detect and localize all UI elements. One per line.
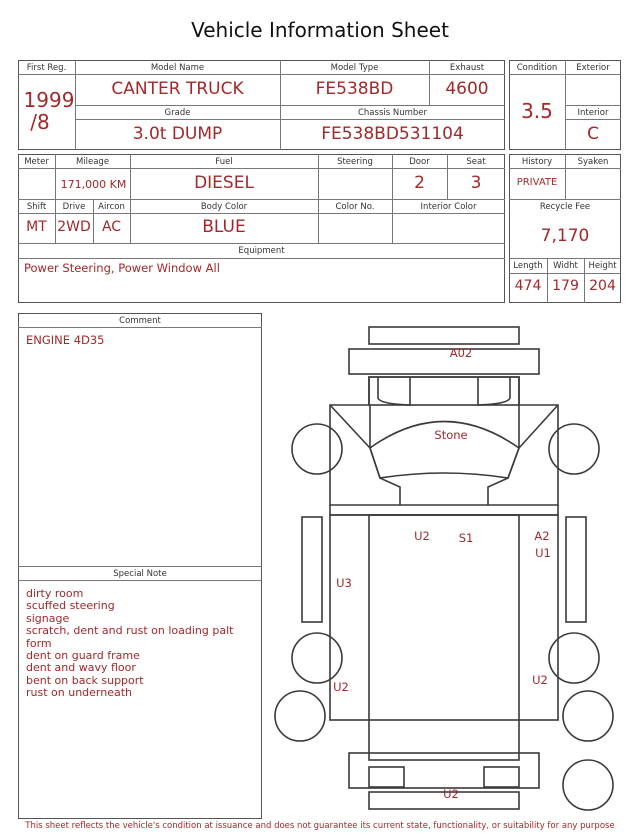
special-note-item: signage [26,611,70,625]
mark-left-bed-side: U3 [336,576,352,590]
door-value: 2 [414,173,425,193]
width-value: 179 [552,278,579,294]
mileage-value: 171,000 KM [60,178,127,191]
special-note-item: dirty room [26,587,84,600]
grade-value: 3.0t DUMP [132,124,223,144]
mark-cab-rear-right-bottom: U1 [535,546,551,560]
shift-label: Shift [26,202,47,212]
fuel-value: DIESEL [194,173,254,193]
special-note-label: Special Note [113,569,167,579]
loading-bed-shape [330,515,558,720]
body-color-value: BLUE [202,217,246,237]
interior-value: C [587,124,599,144]
special-note-item: dent and wavy floor [26,661,136,675]
mileage-label: Mileage [75,157,110,167]
mark-windshield: Stone [434,428,468,442]
exterior-label: Exterior [576,63,610,73]
front-top-bar-shape [369,327,519,344]
exhaust-value: 4600 [445,79,489,99]
special-note-item: bent on back support [26,673,144,687]
first-reg-year: 1999 [23,88,75,112]
seat-label: Seat [466,157,486,167]
aircon-value: AC [101,219,122,235]
interior-label: Interior [577,108,609,118]
rear-bumper-shape [349,753,539,788]
height-label: Height [588,261,617,271]
grade-label: Grade [164,108,191,118]
comment-label: Comment [119,316,161,326]
drive-value: 2WD [57,219,91,235]
special-note-item: form [26,636,52,650]
recycle-fee-value: 7,170 [540,226,590,246]
model-type-label: Model Type [330,63,379,73]
comment-text: ENGINE 4D35 [26,333,105,347]
mark-right-rear: U2 [532,673,548,687]
length-value: 474 [514,278,542,294]
drive-label: Drive [62,202,86,212]
exhaust-label: Exhaust [449,63,485,73]
width-label: Widht [553,261,578,271]
special-note-item: rust on underneath [26,686,133,700]
special-note-item: scuffed steering [26,599,115,613]
meter-label: Meter [24,157,49,167]
condition-label: Condition [516,63,558,73]
interior-color-label: Interior Color [420,202,477,212]
model-name-label: Model Name [150,63,205,73]
length-label: Length [513,261,543,271]
height-value: 204 [589,278,616,294]
body-color-label: Body Color [200,202,248,212]
mark-cab-rear-center: S1 [458,531,474,545]
fuel-label: Fuel [215,157,233,167]
aircon-label: Aircon [98,202,125,212]
seat-value: 3 [470,173,482,193]
door-label: Door [409,157,430,167]
shift-value: MT [26,219,47,235]
special-note-item: dent on guard frame [26,649,140,663]
mark-left-rear: U2 [333,680,349,694]
equipment-value: Power Steering, Power Window All [24,261,220,275]
mark-rear-bumper: U2 [443,787,459,801]
chassis-number-label: Chassis Number [357,108,428,118]
equipment-label: Equipment [238,246,285,256]
history-label: History [521,157,553,167]
color-no-label: Color No. [335,202,375,212]
page-title: Vehicle Information Sheet [191,18,449,42]
model-type-value: FE538BD [315,79,394,99]
model-name-value: CANTER TRUCK [111,79,244,99]
first-reg-label: First Reg. [26,63,67,73]
front-bumper-shape [349,349,539,374]
footer-disclaimer: This sheet reflects the vehicle's condition at issuance and does not guarantee its current state, functionality, or suitability for any purpose [25,821,615,831]
recycle-fee-label: Recycle Fee [539,202,591,212]
steering-label: Steering [337,157,373,167]
first-reg-month: /8 [30,110,50,134]
mark-cab-rear-left: U2 [414,529,430,543]
history-value: PRIVATE [516,177,558,188]
condition-value: 3.5 [521,99,553,123]
syaken-label: Syaken [577,157,609,167]
special-note-item: scratch, dent and rust on loading palt [26,624,234,638]
chassis-number-value: FE538BD531104 [321,124,464,144]
mark-front-bumper: A02 [449,346,473,360]
mark-cab-rear-right-top: A2 [534,529,550,543]
